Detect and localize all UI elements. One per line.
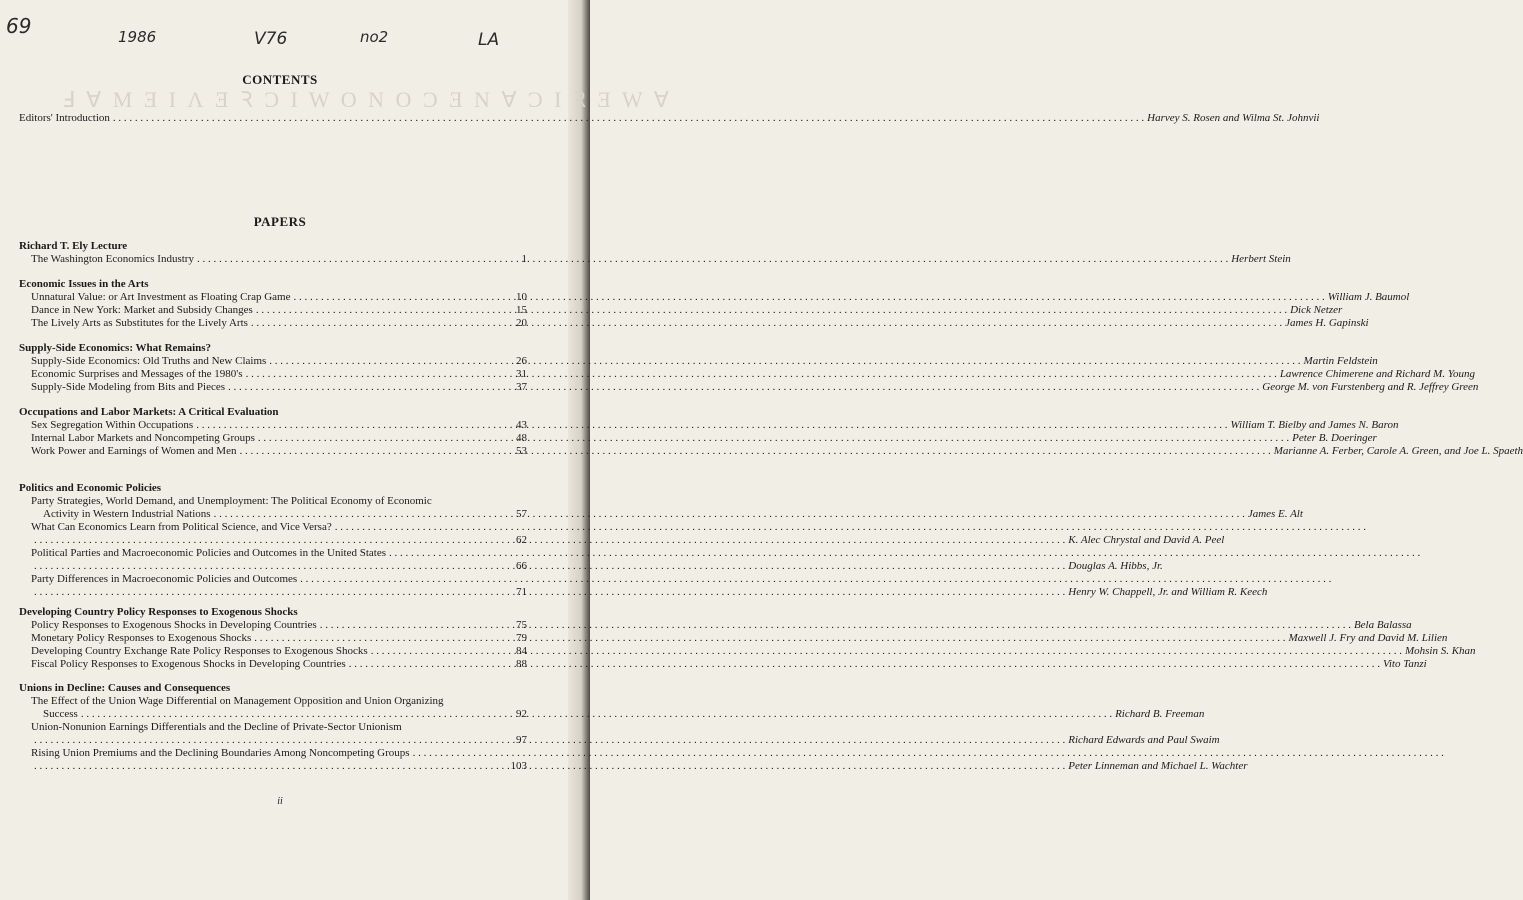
toc-entry-page: 48: [516, 432, 527, 444]
leader-dots: [34, 760, 1065, 773]
toc-entry-title: The Washington Economics Industry: [31, 253, 194, 265]
toc-entry-author: George M. von Furstenberg and R. Jeffrey Green: [1262, 381, 1479, 393]
leader-dots: [34, 560, 1065, 573]
show-through-ghost: Ⅎ Ɐ M Ǝ I Ʌ Ǝ Ꝛ Ɔ I W O N O Ɔ Ǝ N ∀ Ɔ I Ꝛ Ǝ W ∀: [62, 87, 672, 112]
toc-entry: [31, 495, 497, 508]
section-title: Economic Issues in the Arts: [19, 278, 149, 290]
handwritten-code: LA: [478, 30, 500, 50]
leader-dots: [300, 573, 1331, 586]
toc-entry-page: 1: [521, 253, 527, 265]
toc-entry-page: 37: [516, 381, 527, 393]
toc-entry-author: Bela Balassa: [1353, 619, 1412, 631]
toc-entry: [31, 547, 497, 560]
toc-entry-author: K. Alec Chrystal and David A. Peel: [1068, 534, 1225, 546]
handwritten-year: 1986: [118, 28, 157, 46]
toc-entry-title: Fiscal Policy Responses to Exogenous Shocks in Developing Countries: [31, 658, 346, 670]
toc-entry: [31, 253, 1291, 266]
leader-dots: [34, 586, 1065, 599]
toc-entry-author: Harvey S. Rosen and Wilma St. John: [1147, 112, 1309, 124]
contents-heading: CONTENTS: [242, 72, 318, 87]
toc-entry-page: 92: [516, 708, 527, 720]
leader-dots: [254, 632, 1285, 645]
toc-entry-author: Herbert Stein: [1231, 253, 1291, 265]
toc-entry-title: What Can Economics Learn from Political Science, and Vice Versa?: [31, 521, 332, 533]
toc-entry: [31, 747, 497, 760]
toc-entry-author: Martin Feldstein: [1303, 355, 1378, 367]
leader-dots: [320, 619, 1351, 632]
toc-entry-title: Developing Country Exchange Rate Policy Responses to Exogenous Shocks: [31, 645, 368, 657]
toc-entry-title: Union-Nonunion Earnings Differentials and the Decline of Private-Sector Unionism: [31, 721, 402, 733]
toc-entry-page: 66: [516, 560, 527, 572]
toc-entry-author: Dick Netzer: [1290, 304, 1343, 316]
toc-entry-author: Douglas A. Hibbs, Jr.: [1068, 560, 1163, 572]
toc-entry-title: Supply-Side Modeling from Bits and Pieces: [31, 381, 226, 393]
toc-entry-page: 26: [516, 355, 527, 367]
toc-entry-author: Maxwell J. Fry and David M. Lilien: [1288, 632, 1448, 644]
toc-entry-author: Lawrence Chimerene and Richard M. Young: [1279, 368, 1475, 380]
leader-dots: [214, 508, 1245, 521]
leader-dots: [258, 432, 1289, 445]
toc-entry-title: Work Power and Earnings of Women and Men: [31, 445, 237, 457]
toc-entry-author: Peter B. Doeringer: [1292, 432, 1377, 444]
leader-dots: [113, 112, 1144, 125]
toc-entry-page: 43: [516, 419, 527, 431]
toc-entry-title: The Effect of the Union Wage Differential on Management Opposition and Union Organizing: [31, 695, 444, 707]
toc-entry-title: Economic Surprises and Messages of the 1980's: [31, 368, 243, 380]
toc-entry: [31, 695, 497, 708]
toc-entry-title: Sex Segregation Within Occupations: [31, 419, 194, 431]
section-title: Occupations and Labor Markets: A Critical Evaluation: [19, 406, 279, 418]
toc-entry-page: 84: [516, 645, 527, 657]
toc-entry-page: 75: [516, 619, 527, 631]
toc-entry-page: 88: [516, 658, 527, 670]
toc-entry-title: Policy Responses to Exogenous Shocks in Developing Countries: [31, 619, 317, 631]
toc-entry: [31, 573, 497, 586]
toc-entry-page: 62: [516, 534, 527, 546]
page-number-footer: ii: [277, 796, 283, 807]
leader-dots: [34, 534, 1065, 547]
toc-entry-author: Richard B. Freeman: [1115, 708, 1205, 720]
toc-entry-title: Political Parties and Macroeconomic Policies and Outcomes in the United States: [31, 547, 386, 559]
leader-dots: [335, 521, 1366, 534]
toc-entry-page: 57: [516, 508, 527, 520]
leader-dots: [293, 291, 1324, 304]
toc-entry-page: 103: [510, 760, 527, 772]
toc-entry-page: 53: [516, 445, 527, 457]
toc-entry-author: James H. Gapinski: [1285, 317, 1369, 329]
section-title: Supply-Side Economics: What Remains?: [19, 342, 212, 354]
handwritten-volume: V76: [254, 29, 288, 49]
toc-entry-page: vii: [1308, 112, 1320, 124]
handwritten-number: 69: [6, 14, 32, 38]
leader-dots: [81, 708, 1112, 721]
toc-entry-author: James E. Alt: [1247, 508, 1303, 520]
toc-entry-author: William T. Bielby and James N. Baron: [1230, 419, 1399, 431]
leader-dots: [239, 445, 1270, 458]
toc-entry-title: Editors' Introduction: [19, 112, 110, 124]
toc-entry-author: William J. Baumol: [1327, 291, 1410, 303]
toc-entry-author: Richard Edwards and Paul Swaim: [1068, 734, 1220, 746]
toc-entry-page: 31: [516, 368, 527, 380]
handwritten-issue: no2: [360, 28, 389, 46]
toc-entry-author: Vito Tanzi: [1382, 658, 1427, 670]
toc-entry-title: Monetary Policy Responses to Exogenous Shocks: [31, 632, 252, 644]
toc-entry-title: Party Strategies, World Demand, and Unemployment: The Political Economy of Economic: [31, 495, 432, 507]
leader-dots: [413, 747, 1444, 760]
leader-dots: [246, 368, 1277, 381]
toc-entry-intro: [19, 112, 1320, 125]
toc-entry-title: Internal Labor Markets and Noncompeting Groups: [31, 432, 255, 444]
toc-entry-page: 15: [516, 304, 527, 316]
toc-entry-title-cont: Success: [43, 708, 78, 720]
leader-dots: [34, 734, 1065, 747]
toc-entry-page: 20: [516, 317, 527, 329]
leader-dots: [197, 253, 1228, 266]
toc-entry-title: Supply-Side Economics: Old Truths and New Claims: [31, 355, 267, 367]
toc-entry: [31, 721, 497, 734]
toc-entry-page: 79: [516, 632, 527, 644]
leader-dots: [269, 355, 1300, 368]
toc-entry-author: Peter Linneman and Michael L. Wachter: [1068, 760, 1248, 772]
leader-dots: [196, 419, 1227, 432]
toc-entry-author: Marianne A. Ferber, Carole A. Green, and Joe L. Spaeth: [1273, 445, 1523, 457]
toc-entry: [31, 521, 497, 534]
toc-entry-page: 10: [516, 291, 527, 303]
toc-entry-title: The Lively Arts as Substitutes for the Lively Arts: [31, 317, 248, 329]
section-title: Unions in Decline: Causes and Consequences: [19, 682, 231, 694]
leader-dots: [389, 547, 1420, 560]
leader-dots: [251, 317, 1282, 330]
section-title: Developing Country Policy Responses to Exogenous Shocks: [19, 606, 298, 618]
section-title: Richard T. Ely Lecture: [19, 240, 128, 252]
leader-dots: [228, 381, 1259, 394]
toc-entry-page: 71: [516, 586, 527, 598]
toc-entry-author: Henry W. Chappell, Jr. and William R. Keech: [1068, 586, 1268, 598]
toc-entry-page: 97: [516, 734, 527, 746]
papers-heading: PAPERS: [253, 214, 307, 229]
toc-entry-title: Party Differences in Macroeconomic Policies and Outcomes: [31, 573, 298, 585]
toc-entry-title: Unnatural Value: or Art Investment as Floating Crap Game: [31, 291, 291, 303]
toc-entry-title: Rising Union Premiums and the Declining Boundaries Among Noncompeting Groups: [31, 747, 410, 759]
toc-entry-author: Mohsin S. Khan: [1404, 645, 1476, 657]
toc-entry-title: Dance in New York: Market and Subsidy Changes: [31, 304, 253, 316]
leader-dots: [256, 304, 1287, 317]
section-title: Politics and Economic Policies: [19, 482, 162, 494]
toc-entry-title-cont: Activity in Western Industrial Nations: [43, 508, 211, 520]
